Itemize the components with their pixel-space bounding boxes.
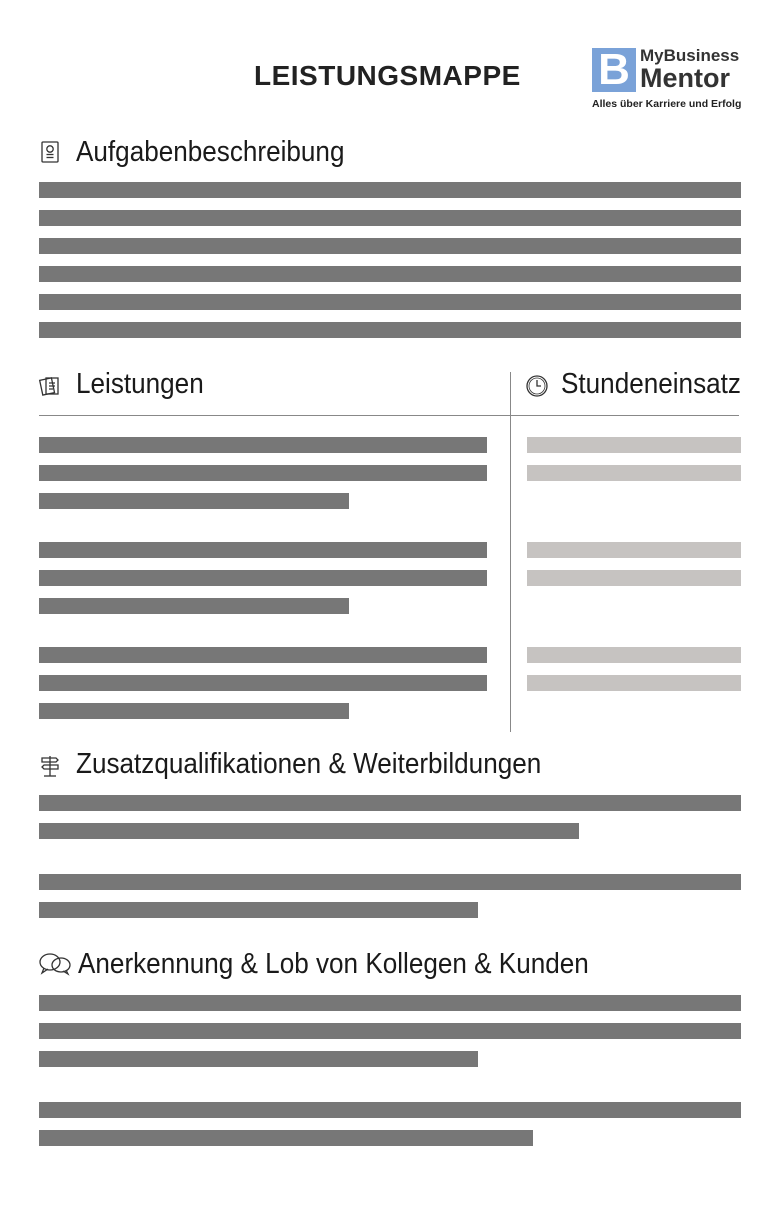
hours-placeholder-line: [527, 465, 741, 481]
text-placeholder-line: [39, 465, 487, 481]
text-placeholder-line: [39, 598, 349, 614]
signpost-icon: [38, 754, 62, 778]
hours-placeholder-line: [527, 437, 741, 453]
text-placeholder-line: [39, 493, 349, 509]
hours-placeholder-line: [527, 675, 741, 691]
text-placeholder-line: [39, 647, 487, 663]
section-heading-leistungen: Leistungen: [76, 368, 204, 400]
text-placeholder-line: [39, 542, 487, 558]
hours-placeholder-line: [527, 570, 741, 586]
section-heading-aufgaben: Aufgabenbeschreibung: [76, 136, 345, 168]
logo-line-2: Mentor: [640, 63, 730, 93]
text-placeholder-line: [39, 238, 741, 254]
hours-placeholder-line: [527, 542, 741, 558]
page-title: LEISTUNGSMAPPE: [254, 60, 521, 91]
brand-logo: [592, 46, 762, 116]
text-placeholder-line: [39, 675, 487, 691]
text-placeholder-line: [39, 570, 487, 586]
text-placeholder-line: [39, 902, 478, 918]
text-placeholder-line: [39, 437, 487, 453]
text-placeholder-line: [39, 1051, 478, 1067]
hours-placeholder-line: [527, 647, 741, 663]
id-card-icon: [38, 140, 62, 164]
clock-icon: [525, 374, 549, 398]
text-placeholder-line: [39, 1023, 741, 1039]
text-placeholder-line: [39, 266, 741, 282]
section-heading-anerkennung: Anerkennung & Lob von Kollegen & Kunden: [78, 948, 589, 980]
speech-bubbles-icon: [38, 952, 72, 976]
text-placeholder-line: [39, 703, 349, 719]
column-divider: [510, 372, 511, 732]
logo-tagline: Alles über Karriere und Erfolg: [592, 98, 742, 110]
logo-line-1: MyBusiness: [640, 46, 740, 65]
text-placeholder-line: [39, 182, 741, 198]
documents-icon: [38, 374, 62, 398]
text-placeholder-line: [39, 1130, 533, 1146]
text-placeholder-line: [39, 1102, 741, 1118]
text-placeholder-line: [39, 795, 741, 811]
section-heading-stunden: Stundeneinsatz: [561, 368, 741, 400]
text-placeholder-line: [39, 874, 741, 890]
text-placeholder-line: [39, 823, 579, 839]
section-divider: [39, 415, 739, 416]
text-placeholder-line: [39, 210, 741, 226]
text-placeholder-line: [39, 322, 741, 338]
logo-letter: B: [592, 48, 636, 92]
text-placeholder-line: [39, 294, 741, 310]
text-placeholder-line: [39, 995, 741, 1011]
section-heading-zusatz: Zusatzqualifikationen & Weiterbildungen: [76, 748, 542, 780]
